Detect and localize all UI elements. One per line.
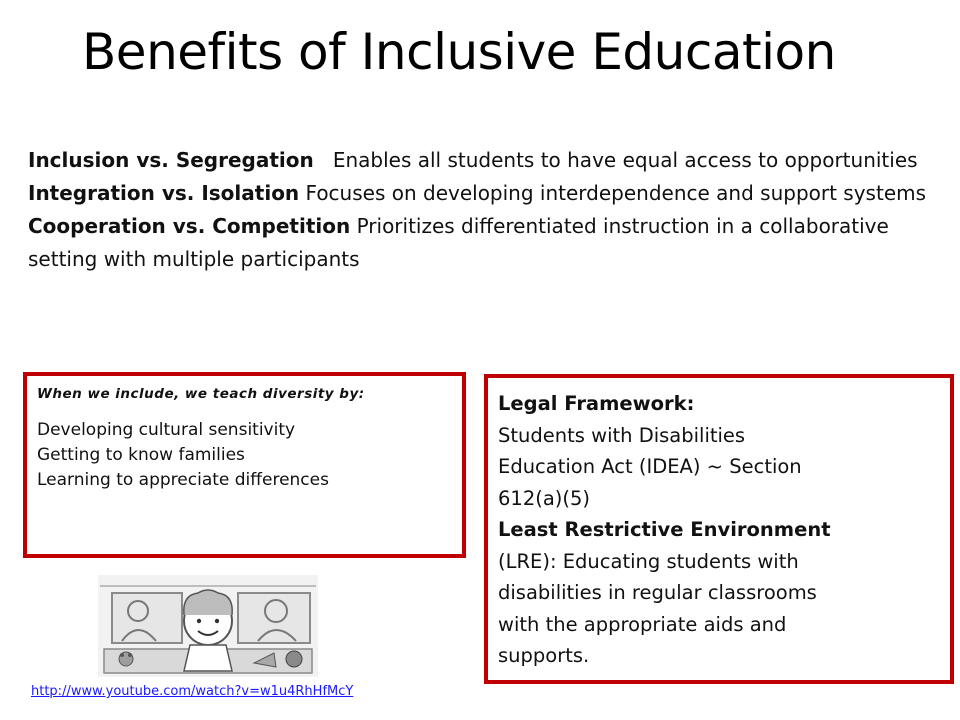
legal-heading: Legal Framework: xyxy=(498,392,695,415)
benefit-item-inclusion xyxy=(28,144,933,177)
benefit-description: Prioritizes differentiated instruction in a collaborative setting with multiple participants xyxy=(28,214,896,271)
lre-line: (LRE): Educating students with xyxy=(498,549,799,573)
legal-line: 612(a)(5) xyxy=(498,486,591,510)
benefit-item-integration xyxy=(28,177,933,210)
classroom-cartoon-illustration xyxy=(98,575,318,677)
benefit-description: Focuses on developing interdependence and support systems xyxy=(299,181,927,205)
benefits-list xyxy=(28,144,933,276)
diversity-item: Learning to appreciate differences xyxy=(37,470,329,490)
diversity-heading: When we include, we teach diversity by: xyxy=(37,386,365,402)
benefit-term: Inclusion vs. Segregation xyxy=(28,148,314,172)
slide-title: Benefits of Inclusive Education xyxy=(82,23,836,81)
diversity-box xyxy=(23,372,466,558)
benefit-item-cooperation xyxy=(28,210,933,276)
legal-line: Education Act (IDEA) ~ Section xyxy=(498,455,802,478)
lre-heading: Least Restrictive Environment xyxy=(498,518,831,541)
lre-line: with the appropriate aids and xyxy=(498,612,787,636)
benefit-description: Enables all students to have equal access to opportunities xyxy=(313,148,918,172)
benefit-term: Integration vs. Isolation xyxy=(28,181,300,205)
youtube-video-link[interactable]: http://www.youtube.com/watch?v=w1u4RhHfMcY xyxy=(31,684,354,699)
benefit-term: Cooperation vs. Competition xyxy=(28,214,351,238)
diversity-item: Developing cultural sensitivity xyxy=(37,420,296,440)
lre-line: supports. xyxy=(498,644,590,667)
diversity-item: Getting to know families xyxy=(37,445,245,465)
legal-line: Students with Disabilities xyxy=(498,423,746,447)
legal-framework-box xyxy=(484,374,954,684)
lre-line: disabilities in regular classrooms xyxy=(498,581,817,604)
